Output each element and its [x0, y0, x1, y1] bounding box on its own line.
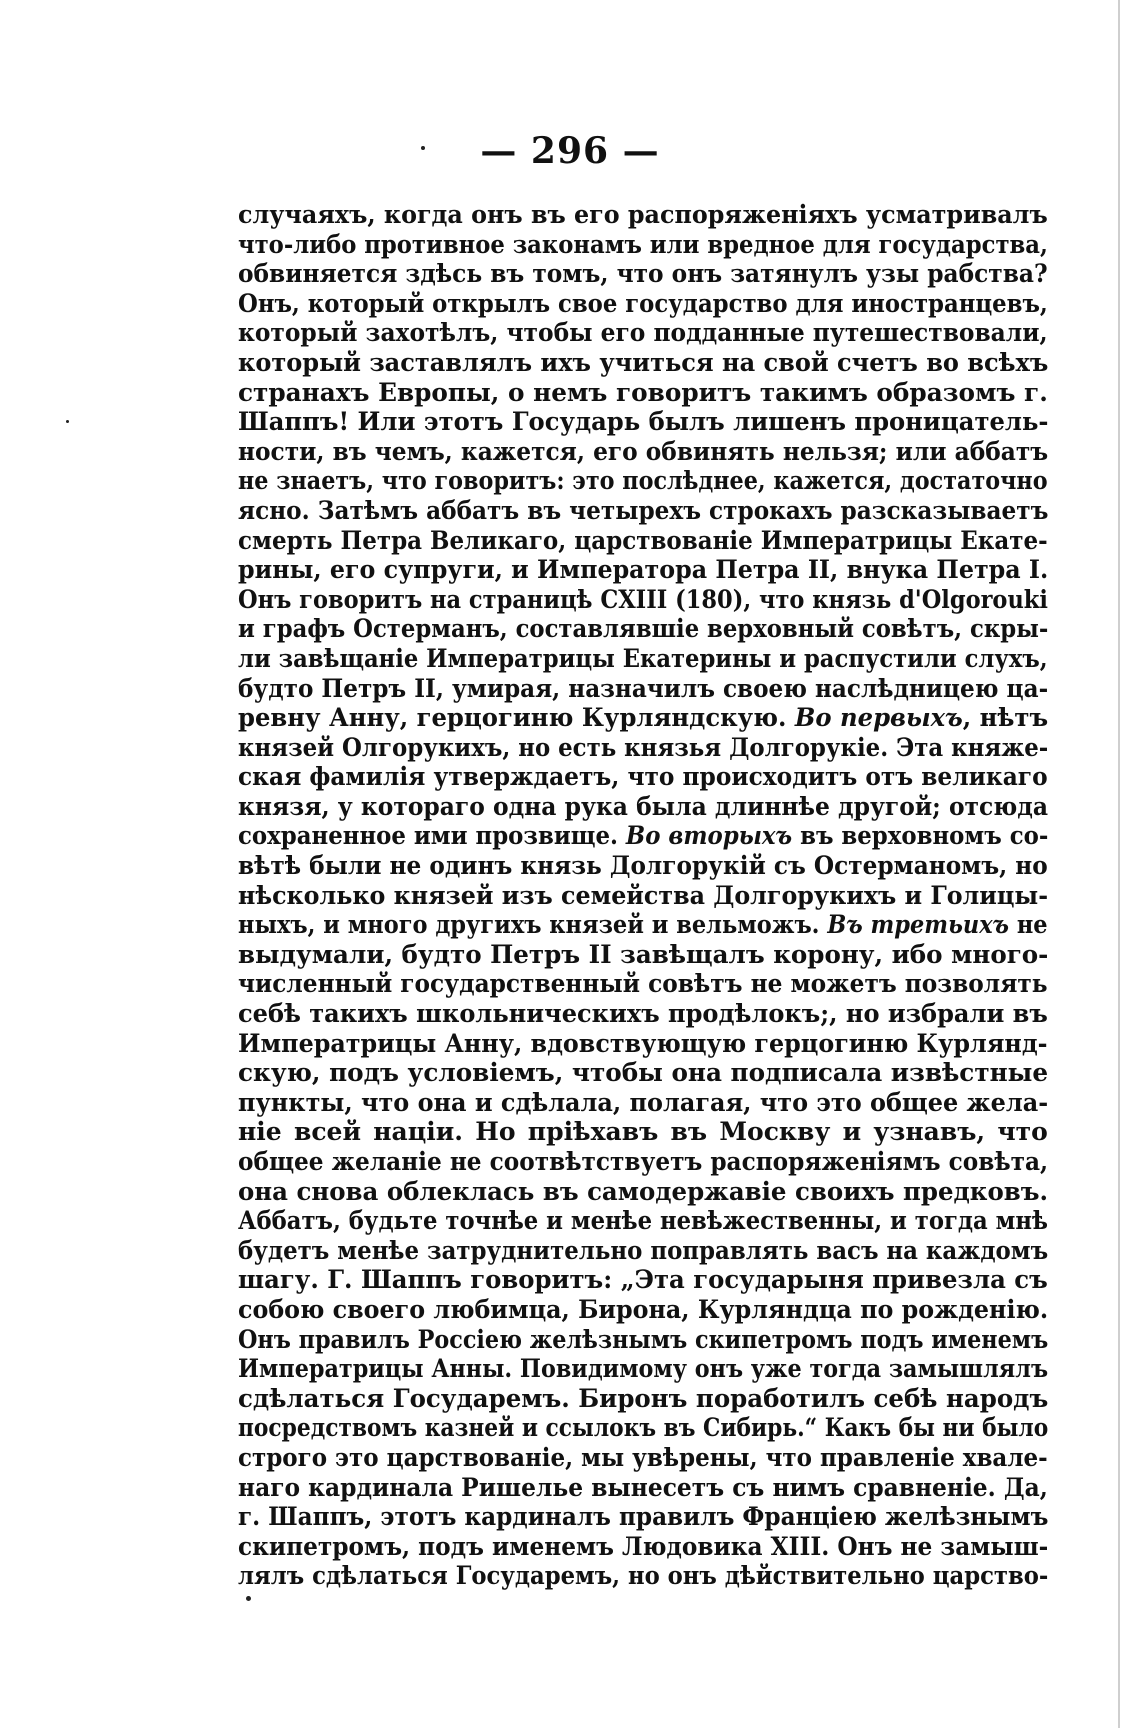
- text-run: ская фамилія утверждаетъ, что происходитъ отъ великаго: [238, 762, 1048, 792]
- text-line: [238, 1442, 1048, 1473]
- text-line: [238, 377, 1048, 408]
- text-line: [238, 910, 1048, 940]
- text-run: что-либо противное законамъ или вредное для государства,: [238, 229, 1048, 259]
- text-run: выдумали, будто Петръ II завѣщалъ корону, ибо много-: [238, 939, 1049, 969]
- text-run: общее желаніе не соотвѣтствуетъ распоряженіямъ совѣта,: [238, 1147, 1049, 1176]
- text-line: [238, 1383, 1049, 1414]
- text-line: [238, 1117, 1048, 1147]
- text-line: [238, 1235, 1049, 1266]
- text-line: [238, 703, 1049, 733]
- text-line: [238, 1176, 1048, 1207]
- text-run: строго это царствованіе, мы увѣрены, что правленіе хвале-: [238, 1442, 1048, 1472]
- text-run: рины, его супруги, и Императора Петра II, внука Петра I.: [238, 555, 1049, 585]
- text-line: [238, 643, 1048, 674]
- text-line: [238, 259, 1048, 289]
- text-run: себѣ такихъ школьническихъ продѣлокъ;, но избрали въ: [238, 999, 1048, 1029]
- text-run: сдѣлаться Государемъ. Биронъ поработилъ себѣ народъ: [238, 1383, 1049, 1413]
- text-run: и графъ Остерманъ, составлявшіе верховный совѣтъ, скры-: [238, 614, 1049, 644]
- text-line: [238, 1561, 1049, 1591]
- text-line: [238, 732, 1049, 763]
- text-line: [238, 1028, 1048, 1059]
- text-run: не знаетъ, что говоритъ: это послѣднее, кажется, достаточно: [238, 466, 1048, 496]
- text-line: [238, 347, 1049, 378]
- text-line: [238, 466, 1048, 496]
- text-line: [238, 229, 1048, 260]
- text-run: ныхъ, и много другихъ князей и вельможъ.: [238, 910, 828, 940]
- text-line: [238, 555, 1049, 585]
- text-run: численный государственный совѣтъ не можетъ позволять: [238, 969, 1048, 999]
- text-line: [238, 880, 1049, 911]
- speck: [66, 420, 69, 423]
- text-line: [238, 1502, 1049, 1532]
- text-line: [238, 318, 1048, 348]
- text-run: князей Олгорукихъ, но есть князья Долгорукіе. Эта княже-: [238, 732, 1049, 762]
- text-run: обвиняется здѣсь въ томъ, что онъ затянулъ узы рабства?: [238, 259, 1048, 289]
- text-run: , нѣтъ: [962, 703, 1049, 733]
- text-run: ревну Анну, герцогиню Курляндскую.: [238, 703, 795, 733]
- text-run: будто Петръ II, умирая, назначилъ своею наслѣдницею ца-: [238, 673, 1049, 703]
- text-run: который заставлялъ ихъ учиться на свой счетъ во всѣхъ: [238, 347, 1049, 377]
- text-line: [238, 1206, 1048, 1236]
- speck: [246, 1596, 251, 1601]
- text-line: [238, 525, 1048, 556]
- text-run: будетъ менѣе затруднительно поправлять васъ на каждомъ: [238, 1235, 1049, 1265]
- text-line: [238, 495, 1049, 526]
- text-line: [238, 584, 1048, 615]
- text-run: Шаппъ! Или этотъ Государь былъ лишенъ проницатель-: [238, 407, 1049, 437]
- text-line: [238, 821, 1049, 851]
- italic-phrase: Въ третьихъ: [827, 910, 1009, 940]
- text-line: [238, 407, 1049, 437]
- page-edge-rule: [1118, 0, 1120, 1728]
- text-run: ясно. Затѣмъ аббатъ въ четырехъ строкахъ разсказываетъ: [238, 495, 1049, 525]
- text-run: лялъ сдѣлаться Государемъ, но онъ дѣйствительно царство-: [238, 1561, 1049, 1591]
- text-run: Онъ говоритъ на страницѣ CXIII (180), что князь d'Olgorouki: [238, 584, 1048, 614]
- text-line: [238, 288, 1048, 319]
- text-run: Императрицы Анну, вдовствующую герцогиню Курлянд-: [238, 1028, 1048, 1058]
- text-line: [238, 1147, 1049, 1177]
- text-run: который захотѣлъ, чтобы его подданные путешествовали,: [238, 318, 1048, 348]
- text-run: г. Шаппъ, этотъ кардиналъ правилъ Франціею желѣзнымъ: [238, 1502, 1049, 1532]
- text-line: [238, 1324, 1049, 1355]
- text-run: Онъ, который открылъ свое государство для иностранцевъ,: [238, 288, 1048, 318]
- text-line: [238, 1294, 1049, 1325]
- text-run: ніе всей націи. Но пріѣхавъ въ Москву и узнавъ, что: [238, 1117, 1048, 1147]
- text-run: посредствомъ казней и ссылокъ въ Сибирь.“ Какъ бы ни было: [238, 1413, 1049, 1443]
- text-run: смерть Петра Великаго, царствованіе Императрицы Екате-: [238, 525, 1048, 555]
- page-number: — 296 —: [480, 130, 660, 172]
- text-line: [238, 436, 1049, 467]
- text-run: она снова облеклась въ самодержавіе своихъ предковъ.: [238, 1176, 1048, 1206]
- text-run: ли завѣщаніе Императрицы Екатерины и распустили слухъ,: [238, 643, 1048, 673]
- text-line: [238, 1058, 1049, 1088]
- text-run: Аббатъ, будьте точнѣе и менѣе невѣжественны, и тогда мнѣ: [238, 1206, 1048, 1236]
- text-run: скую, подъ условіемъ, чтобы она подписала извѣстные: [238, 1058, 1049, 1088]
- italic-phrase: Во вторыхъ: [625, 821, 793, 851]
- text-run: шагу. Г. Шаппъ говоритъ: „Эта государыня привезла съ: [238, 1265, 1048, 1295]
- text-line: [238, 1087, 1049, 1118]
- text-line: [238, 762, 1048, 792]
- text-run: сохраненное ими прозвище.: [238, 821, 626, 851]
- text-run: князя, у котораго одна рука была длиннѣе другой; отсюда: [238, 791, 1048, 821]
- text-line: [238, 1531, 1049, 1562]
- text-run: не: [1008, 910, 1048, 940]
- text-line: [238, 1265, 1048, 1295]
- text-line: [238, 1354, 1049, 1384]
- text-line: [238, 999, 1048, 1029]
- text-line: [238, 1472, 1048, 1503]
- text-run: ности, въ чемъ, кажется, его обвинять нельзя; или аббатъ: [238, 436, 1049, 466]
- text-line: [238, 614, 1049, 644]
- text-run: наго кардинала Ришелье вынесетъ съ нимъ сравненіе. Да,: [238, 1472, 1048, 1502]
- text-line: [238, 851, 1048, 881]
- text-run: нѣсколько князей изъ семейства Долгорукихъ и Голицы-: [238, 880, 1049, 910]
- body-text: [238, 200, 1048, 1591]
- text-run: собою своего любимца, Бирона, Курляндца по рожденію.: [238, 1294, 1049, 1324]
- text-line: [238, 1413, 1049, 1443]
- text-line: [238, 673, 1049, 704]
- text-line: [238, 200, 1048, 230]
- text-line: [238, 791, 1048, 822]
- text-run: странахъ Европы, о немъ говоритъ такимъ образомъ г.: [238, 377, 1048, 407]
- text-run: скипетромъ, подъ именемъ Людовика XIII. Онъ не замыш-: [238, 1531, 1049, 1561]
- text-run: пункты, что она и сдѣлала, полагая, что это общее жела-: [238, 1087, 1049, 1117]
- italic-phrase: Во первыхъ: [794, 703, 963, 733]
- text-line: [238, 969, 1048, 999]
- text-run: вѣтѣ были не одинъ князь Долгорукій съ Остерманомъ, но: [238, 851, 1048, 881]
- text-line: [238, 939, 1049, 970]
- text-run: Онъ правилъ Россіею желѣзнымъ скипетромъ подъ именемъ: [238, 1324, 1049, 1354]
- text-run: случаяхъ, когда онъ въ его распоряженіяхъ усматривалъ: [238, 200, 1048, 229]
- text-run: въ верховномъ со-: [792, 821, 1049, 851]
- text-run: Императрицы Анны. Повидимому онъ уже тогда замышлялъ: [238, 1354, 1049, 1384]
